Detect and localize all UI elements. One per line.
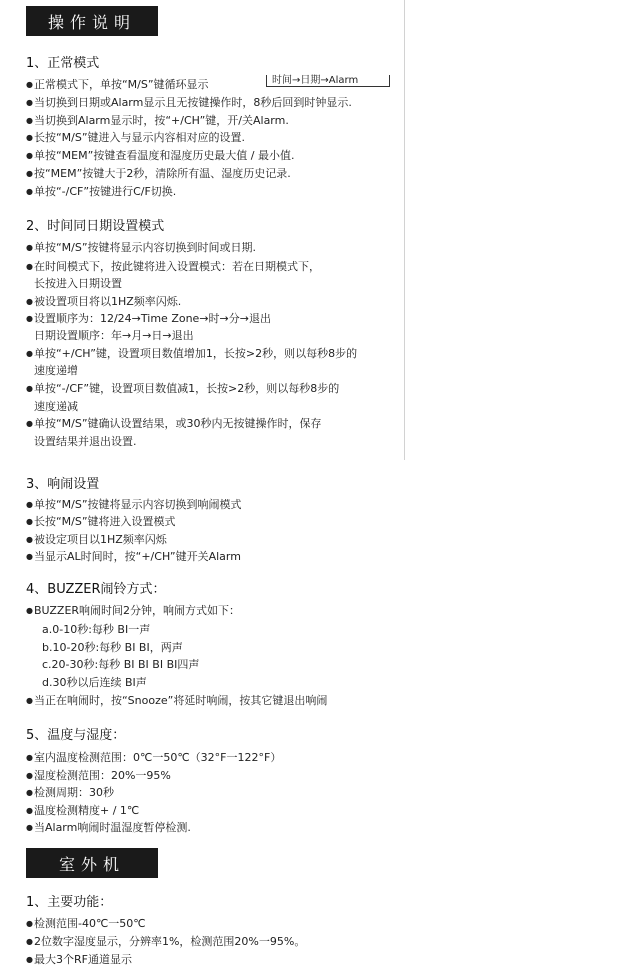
list-item: ● 单按“M/S”按键将显示内容切换到时间或日期. [26, 241, 256, 256]
list-item: ● BUZZER响闹时间2分钟，响闹方式如下： [26, 604, 240, 619]
sub-item: b.10-20秒:每秒 BI BI，两声 [42, 641, 183, 654]
instructions-banner: 操作说明 [26, 6, 158, 36]
list-item: ● 单按“-/CF”键，设置项目数值减1，长按>2秒，则以每秒8步的 [26, 382, 339, 397]
section-buzzer-title: 4、BUZZER闹铃方式： [26, 582, 166, 597]
list-item: ● 长按“M/S”键将进入设置模式 [26, 515, 176, 530]
sub-item: a.0-10秒:每秒 BI一声 [42, 623, 151, 636]
list-item: ● 单按“MEM”按键查看温度和湿度历史最大值 / 最小值. [26, 149, 295, 164]
list-item: ● 在时间模式下，按此键将进入设置模式：若在日期模式下， [26, 260, 320, 275]
list-item: ● 正常模式下，单按“M/S”键循环显示 [26, 78, 209, 93]
sub-item: d.30秒以后连续 BI声 [42, 676, 147, 689]
list-item-continued: 速度递减 [34, 400, 78, 413]
list-item: ● 单按“+/CH”键，设置项目数值增加1，长按>2秒，则以每秒8步的 [26, 347, 357, 362]
list-item-continued: 长按进入日期设置 [34, 277, 122, 290]
section-alarm-settings-title: 3、响闹设置 [26, 477, 100, 492]
section-temperature-humidity-title: 5、温度与湿度： [26, 728, 126, 743]
list-item: ● 当显示AL时间时，按“+/CH”键开关Alarm [26, 550, 241, 565]
column-divider [404, 0, 405, 460]
cycle-sequence-diagram [266, 75, 390, 89]
list-item: ● 室内温度检测范围：0℃一50℃（32°F一122°F） [26, 751, 281, 766]
list-item: ● 长按“M/S”键进入与显示内容相对应的设置. [26, 131, 245, 146]
list-item-continued: 日期设置顺序：年→月→日→退出 [34, 329, 194, 342]
section-normal-mode-title: 1、正常模式 [26, 56, 100, 71]
list-item: ● 检测范围-40℃一50℃ [26, 917, 146, 932]
cycle-sequence-text: 时间→日期→Alarm [272, 75, 359, 86]
list-item: ● 单按“-/CF”按键进行C/F切换. [26, 185, 176, 200]
list-item: ● 设置顺序为：12/24→Time Zone→时→分→退出 [26, 312, 271, 327]
list-item: ● 单按“M/S”键确认设置结果，或30秒内无按键操作时，保存 [26, 417, 322, 432]
list-item: ● 当Alarm响闹时温湿度暂停检测. [26, 821, 191, 836]
list-item: ● 最大3个RF通道显示 [26, 953, 132, 968]
list-item: ● 湿度检测范围：20%一95% [26, 769, 171, 784]
list-item: ● 当正在响闹时，按“Snooze”将延时响闹，按其它键退出响闹 [26, 694, 327, 709]
list-item: ● 被设定项目以1HZ频率闪烁 [26, 533, 167, 548]
list-item: ● 被设置项目将以1HZ频率闪烁. [26, 295, 181, 310]
list-item: ● 单按“M/S”按键将显示内容切换到响闹模式 [26, 498, 242, 513]
list-item: ● 当切换到Alarm显示时，按“+/CH”键，开/关Alarm. [26, 114, 289, 129]
list-item: ● 按“MEM”按键大于2秒，清除所有温、湿度历史记录. [26, 167, 291, 182]
section-time-date-title: 2、时间同日期设置模式 [26, 219, 165, 234]
list-item-continued: 设置结果并退出设置. [34, 435, 137, 448]
list-item: ● 检测周期：30秒 [26, 786, 114, 801]
section-main-functions-title: 1、主要功能： [26, 895, 113, 910]
list-item-continued: 速度递增 [34, 364, 78, 377]
outdoor-unit-banner: 室外机 [26, 848, 158, 878]
list-item: ● 当切换到日期或Alarm显示且无按键操作时，8秒后回到时钟显示. [26, 96, 352, 111]
list-item: ● 温度检测精度+ / 1℃ [26, 804, 139, 819]
list-item: ● 2位数字湿度显示，分辨率1%，检测范围20%一95%。 [26, 935, 305, 950]
sub-item: c.20-30秒:每秒 BI BI BI BI四声 [42, 658, 200, 671]
